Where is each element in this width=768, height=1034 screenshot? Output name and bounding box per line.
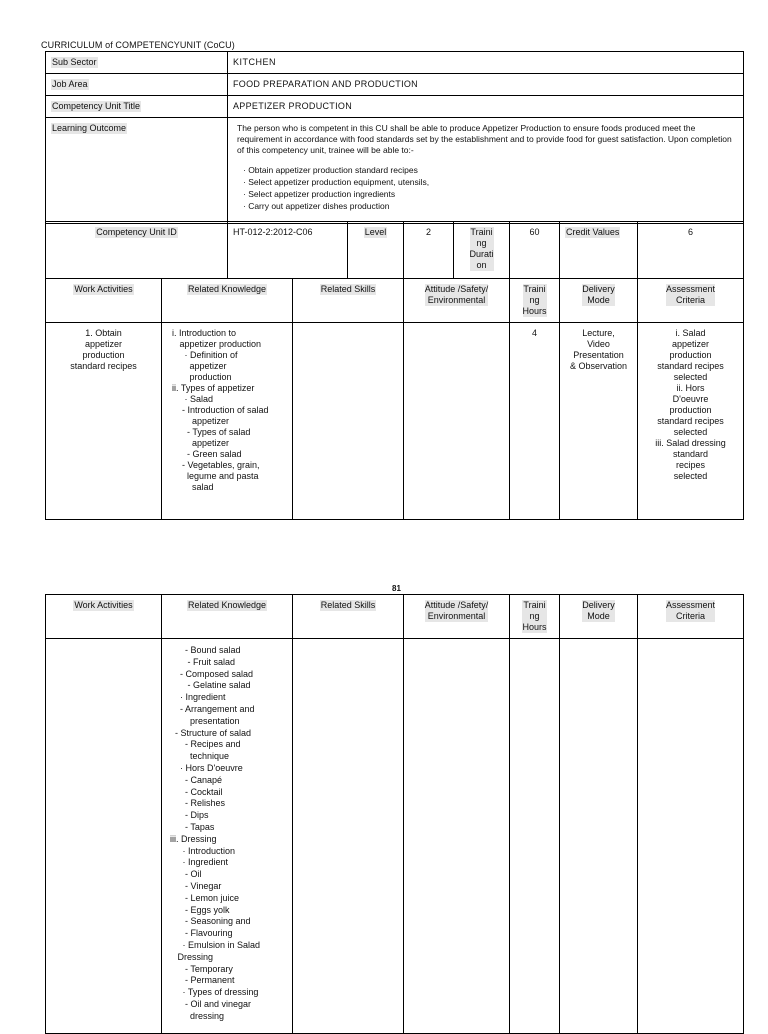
p2-header-work-activities-cell — [46, 595, 162, 639]
header-assessment-criteria: Assessment Criteria — [665, 600, 716, 621]
list-item: - Flavouring — [170, 928, 233, 939]
list-item: technique — [170, 751, 230, 762]
list-item: - Oil — [170, 869, 202, 880]
p2-work-activity — [46, 639, 162, 1034]
info-table — [45, 51, 744, 224]
list-item: iii. Dressing — [170, 833, 217, 844]
work-activity-1: 1. Obtain appetizer production standard recipes — [46, 323, 162, 520]
training-duration-value: 60 — [510, 222, 560, 279]
competency-table — [45, 221, 744, 520]
list-item: · Definition of — [172, 350, 238, 360]
learning-outcome-item: · Obtain appetizer production standard recipes — [243, 165, 418, 175]
list-item: - Composed salad — [170, 668, 254, 679]
credit-values-label-cell — [560, 222, 638, 279]
list-item: production — [172, 372, 232, 382]
list-item: · Introduction — [170, 845, 236, 856]
list-item: salad — [172, 482, 214, 492]
header-training-hours: Traini ng Hours — [522, 284, 547, 316]
cu-id-label: Competency Unit ID — [96, 227, 177, 237]
continuation-table — [45, 594, 744, 1034]
header-related-knowledge-cell — [162, 279, 293, 323]
p2-training-hours — [510, 639, 560, 1034]
cu-title-label: Competency Unit Title — [52, 101, 141, 111]
p2-attitude — [404, 639, 510, 1034]
cu-title-value: APPETIZER PRODUCTION — [228, 96, 744, 118]
learning-outcome-item: · Select appetizer production equipment, utensils, — [243, 177, 430, 187]
learning-outcome-list — [233, 164, 738, 212]
p2-related-skills — [293, 639, 404, 1034]
delivery-mode-1: Lecture, Video Presentation & Observation — [560, 323, 638, 520]
learning-outcome-label-cell — [46, 118, 228, 224]
p2-header-related-skills-cell — [293, 595, 404, 639]
p2-assessment-criteria — [638, 639, 744, 1034]
list-item: - Fruit salad — [170, 656, 236, 667]
list-item: - Relishes — [170, 798, 226, 809]
learning-outcome-cell — [228, 118, 744, 224]
p2-header-delivery-mode-cell — [560, 595, 638, 639]
page-number: 81 — [392, 584, 401, 593]
credit-values-label: Credit Values — [566, 227, 620, 237]
job-area-label: Job Area — [52, 79, 88, 89]
list-item: - Types of salad — [172, 427, 251, 437]
list-item: i. Introduction to — [172, 328, 237, 338]
list-item: dressing — [170, 1010, 225, 1021]
training-duration-label-cell — [454, 222, 510, 279]
list-item: · Ingredient — [170, 692, 226, 703]
list-item: appetizer — [172, 361, 227, 371]
header-related-skills-cell — [293, 279, 404, 323]
list-item: · Emulsion in Salad — [170, 939, 261, 950]
list-item: - Bound salad — [170, 645, 241, 655]
list-item: appetizer production — [172, 339, 262, 349]
header-delivery-mode: Delivery Mode — [582, 284, 615, 305]
cu-id-value: HT-012-2:2012-C06 — [228, 222, 348, 279]
header-work-activities-cell — [46, 279, 162, 323]
related-knowledge-1 — [162, 323, 293, 520]
cu-id-label-cell — [46, 222, 228, 279]
header-training-hours: Traini ng Hours — [522, 600, 547, 632]
header-related-knowledge: Related Knowledge — [187, 284, 267, 294]
learning-outcome-text: The person who is competent in this CU shall be able to produce Appetizer Production to ensure foods produced meet the requirement in accordance with food standards set by the establishment and to provide food for guest satisfaction. Upon completion of this competency unit, trainee will be able to:- — [237, 123, 732, 155]
list-item: - Temporary — [170, 963, 233, 974]
learning-outcome-label: Learning Outcome — [52, 123, 127, 133]
learning-outcome-item: · Carry out appetizer dishes production — [243, 201, 390, 211]
list-item: presentation — [170, 715, 240, 726]
list-item: - Cocktail — [170, 786, 223, 797]
list-item: - Arrangement and — [170, 703, 255, 714]
training-duration-label: Traini ng Durati on — [469, 227, 494, 270]
p2-header-attitude-cell — [404, 595, 510, 639]
list-item: · Ingredient — [170, 857, 229, 868]
header-work-activities: Work Activities — [74, 600, 133, 610]
level-value: 2 — [404, 222, 454, 279]
list-item: appetizer — [172, 416, 230, 426]
cu-title-label-cell — [46, 96, 228, 118]
header-delivery-mode-cell — [560, 279, 638, 323]
level-label: Level — [364, 227, 387, 237]
p2-delivery-mode — [560, 639, 638, 1034]
list-item: - Dips — [170, 810, 209, 821]
header-attitude-cell — [404, 279, 510, 323]
list-item: - Vinegar — [170, 880, 222, 891]
p2-header-assessment-criteria-cell — [638, 595, 744, 639]
credit-values-value: 6 — [638, 222, 744, 279]
header-assessment-criteria-cell — [638, 279, 744, 323]
p2-related-knowledge — [162, 639, 293, 1034]
list-item: - Vegetables, grain, — [172, 460, 260, 470]
header-related-skills: Related Skills — [320, 600, 376, 610]
job-area-label-cell — [46, 74, 228, 96]
list-item: legume and pasta — [172, 471, 259, 481]
header-work-activities: Work Activities — [74, 284, 133, 294]
sub-sector-value: KITCHEN — [228, 52, 744, 74]
list-item: - Oil and vinegar — [170, 998, 252, 1009]
header-related-skills: Related Skills — [320, 284, 376, 294]
job-area-value: FOOD PREPARATION AND PRODUCTION — [228, 74, 744, 96]
header-attitude: Attitude /Safety/ Environmental — [424, 600, 489, 621]
attitude-1 — [404, 323, 510, 520]
list-item: - Eggs yolk — [170, 904, 230, 915]
header-training-hours-cell — [510, 279, 560, 323]
list-item: ii. Types of appetizer — [172, 383, 255, 393]
assessment-criteria-1: i. Salad appetizer production standard recipes selected ii. Hors D'oeuvre production standard recipes selected iii. Salad dressing standard recipes selected — [638, 323, 744, 520]
training-hours-1: 4 — [510, 323, 560, 520]
header-related-knowledge: Related Knowledge — [187, 600, 267, 610]
list-item: - Introduction of salad — [172, 405, 269, 415]
list-item: - Recipes and — [170, 739, 241, 750]
list-item: appetizer — [172, 438, 230, 448]
p2-header-related-knowledge-cell — [162, 595, 293, 639]
related-skills-1 — [293, 323, 404, 520]
sub-sector-label-cell — [46, 52, 228, 74]
list-item: · Types of dressing — [170, 987, 259, 998]
list-item: - Lemon juice — [170, 892, 240, 903]
list-item: - Permanent — [170, 975, 235, 986]
list-item: - Green salad — [172, 449, 242, 459]
list-item: Dressing — [170, 951, 214, 962]
list-item: - Structure of salad — [170, 727, 252, 738]
header-delivery-mode: Delivery Mode — [582, 600, 615, 621]
document-title: CURRICULUM of COMPETENCYUNIT (CoCU) — [41, 40, 235, 50]
list-item: · Salad — [172, 394, 214, 404]
list-item: - Tapas — [170, 821, 215, 832]
level-label-cell — [348, 222, 404, 279]
p2-header-training-hours-cell — [510, 595, 560, 639]
list-item: - Seasoning and — [170, 916, 251, 927]
header-assessment-criteria: Assessment Criteria — [666, 284, 716, 305]
header-attitude: Attitude /Safety/ Environmental — [424, 284, 489, 305]
list-item: - Gelatine salad — [170, 680, 251, 691]
list-item: - Canapé — [170, 774, 223, 785]
list-item: · Hors D'oeuvre — [170, 762, 243, 773]
sub-sector-label: Sub Sector — [52, 57, 97, 67]
learning-outcome-item: · Select appetizer production ingredients — [243, 189, 396, 199]
